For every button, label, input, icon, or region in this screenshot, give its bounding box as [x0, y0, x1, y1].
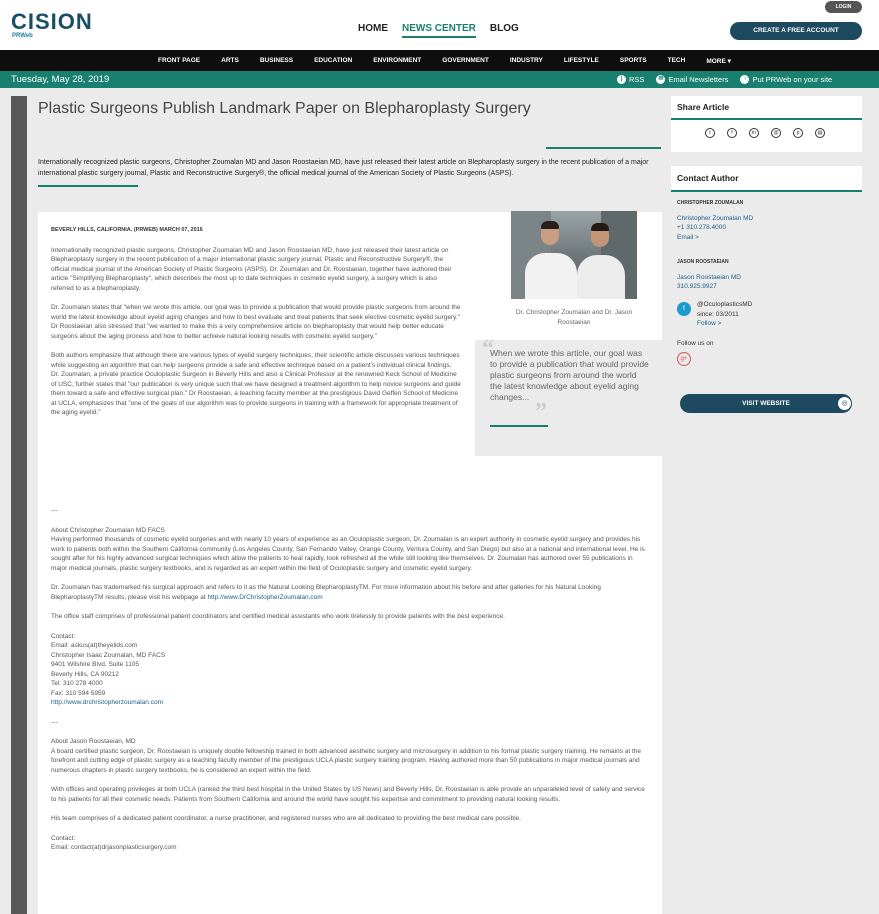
cision-logo[interactable]: CISION	[11, 9, 93, 34]
category-business[interactable]: BUSINESS	[259, 57, 294, 64]
author-roostaeian	[677, 258, 741, 292]
newsletters-label: Email Newsletters	[668, 75, 729, 84]
rss-icon: )	[617, 75, 626, 84]
category-education[interactable]: EDUCATION	[314, 57, 353, 64]
visit-website-button[interactable]: VISIT WEBSITE	[680, 394, 852, 413]
category-tech[interactable]: TECH	[667, 57, 686, 64]
main-nav	[358, 23, 519, 38]
category-more[interactable]: MORE ▾	[706, 57, 731, 65]
article-summary: Internationally recognized plastic surgeons, Christopher Zoumalan MD and Jason Roostaeian MD, have just released their latest article on Blepharoplasty surgery in the recent publication of a major international plastic surgery journal, Plastic and Reconstructive Surgery®, the official medical journal of the American Society of Plastic Surgeons (ASPS).	[38, 159, 649, 177]
twitter-icon[interactable]: t	[677, 302, 691, 316]
nav-blog[interactable]: BLOG	[489, 23, 519, 34]
author-roostaeian-name: JASON ROOSTAEIAN	[677, 259, 729, 265]
paragraph-1: Internationally recognized plastic surgeons, Christopher Zoumalan MD and Jason Roostaeian MD, have just released their latest article on Blepharoplasty surgery in the recent publication of a major international plastic surgery journal, Plastic and Reconstructive Surgery®, the official medical journal of the American Society of Plastic Surgeons (ASPS). Dr. Zoumalan and Dr. Roostaeian, together have authored their article "Simplifying Blepharoplasty", which describes the most up to date techniques in cosmetic eyelid surgery, a surgery which is also referred to as a blepharoplasty.	[51, 246, 452, 292]
close-quote-icon: ”	[535, 399, 547, 425]
prweb-logo-sub: PRWeb	[12, 33, 33, 39]
email-icon: ✉	[658, 76, 664, 82]
contact-author-panel	[671, 166, 862, 191]
separator-1: ---	[51, 507, 58, 514]
author-roostaeian-phone[interactable]: 310.925.9927	[677, 283, 717, 290]
globe-icon: ◎	[838, 397, 851, 410]
twitter-since: since: 03/2011	[697, 310, 739, 318]
rss-link[interactable]	[617, 75, 644, 84]
share-icons	[705, 128, 825, 138]
about-zoumalan-tm	[51, 583, 649, 602]
about-roostaeian-team: His team comprises of a dedicated patient coordinator, a nurse practitioner, and registered nurses who are all dedicated to providing the best medical care possible.	[51, 815, 522, 822]
category-environment[interactable]: ENVIRONMENT	[373, 57, 422, 64]
summary-divider	[38, 185, 138, 187]
linkedin-icon[interactable]: in	[749, 128, 759, 138]
upload-icon: ↑	[740, 75, 749, 84]
title-divider	[546, 147, 661, 149]
share-article-title: Share Article	[677, 102, 730, 112]
quote-divider	[490, 425, 548, 427]
about-zoumalan-tm-text: Dr. Zoumalan has trademarked his surgical approach and refers to it as the Natural Looking BlepharoplastyTM. For more information about his before and after galleries for his Natural Looking BlepharoplastyTM results, please visit his webpage at	[51, 584, 601, 601]
twitter-handle[interactable]: @OculoplasticsMD	[697, 301, 753, 308]
create-account-button[interactable]: CREATE A FREE ACCOUNT	[730, 22, 862, 40]
rss-label: RSS	[629, 75, 645, 84]
about-roostaeian-body: A board certified plastic surgeon, Dr. Roostaeian is uniquely double fellowship trained in both advanced aesthetic surgery and microsurgery in addition to his formal plastic surgery training. He remains at the forefront and cutting edge of plastic surgery as a teaching faculty member of the prestigious UCLA plastic surgery training program. Having authored more than 50 publications in major medical journals and numerous chapters in plastic surgery textbooks, he is considered an expert within the field.	[51, 747, 642, 774]
contact-zoumalan-text: Contact: Email: askus(at)theyelids.com Christopher Isaac Zoumalan, MD FACS 9401 Wilshire Blvd, Suite 1105 Beverly Hills, CA 90212 Tel: 310 278 4000 Fax: 310 594 5959	[51, 632, 166, 697]
top-header	[0, 0, 879, 50]
category-arts[interactable]: ARTS	[221, 57, 239, 64]
twitter-follow-link[interactable]: Follow >	[697, 320, 722, 327]
follow-us-label: Follow us on	[677, 340, 714, 347]
email-share-icon[interactable]: @	[771, 128, 781, 138]
category-lifestyle[interactable]: LIFESTYLE	[563, 57, 599, 64]
facebook-icon[interactable]: f	[727, 128, 737, 138]
nav-news-center[interactable]: NEWS CENTER	[402, 23, 476, 38]
author-zoumalan-link[interactable]: Christopher Zoumalan MD	[677, 214, 754, 222]
about-roostaeian-offices: With offices and operating privileges at both UCLA (ranked the third best hospital in the United States by US News) and Beverly Hills, Dr. Roostaeian is able provide an unparalleled level of safety and service to his patients for all their cosmetic needs. Patients from Southern California and around the world have sought his expertise and commitment to providing natural looking results.	[51, 786, 645, 803]
zoumalan-contact-link[interactable]: http://www.drchristopherzoumalan.com	[51, 699, 163, 706]
author-zoumalan-name: CHRISTOPHER ZOUMALAN	[677, 200, 744, 206]
print-icon[interactable]: ▤	[815, 128, 825, 138]
put-prweb-link[interactable]	[740, 75, 832, 84]
category-front-page[interactable]: FRONT PAGE	[158, 57, 201, 64]
contact-divider	[671, 190, 862, 192]
login-button[interactable]: LOGIN	[825, 1, 862, 13]
nav-home[interactable]: HOME	[358, 23, 388, 34]
author-zoumalan-phone[interactable]: +1 310.278.4000	[677, 224, 726, 231]
category-sports[interactable]: SPORTS	[619, 57, 647, 64]
category-industry[interactable]: INDUSTRY	[509, 57, 543, 64]
pull-quote: When we wrote this article, our goal was to provide a publication that would provide plastic surgeons from around the world the latest knowledge about eyelid aging changes...	[490, 348, 649, 402]
share-article-panel	[671, 96, 862, 152]
zoumalan-website-link[interactable]: http://www.DrChristopherZoumalan.com	[207, 593, 323, 601]
left-stripe	[11, 96, 27, 914]
date-bar	[0, 71, 879, 88]
put-prweb-label: Put PRWeb on your site	[752, 75, 833, 84]
article-body-bottom	[51, 506, 649, 863]
contact-zoumalan	[51, 632, 649, 708]
photo-caption: Dr. Christopher Zoumalan and Dr. Jason Roostaeian	[515, 309, 633, 326]
article-body-top	[51, 226, 461, 428]
about-roostaeian-heading: About Jason Roostaeian, MD	[51, 738, 136, 745]
twitter-info	[697, 300, 752, 329]
author-zoumalan-email[interactable]: Email >	[677, 233, 699, 241]
pinterest-icon[interactable]: p	[793, 128, 803, 138]
category-government[interactable]: GOVERNMENT	[442, 57, 489, 64]
about-zoumalan-staff: The office staff comprises of professional patient coordinators and certified medical assistants who work tirelessly to provide patients with the best experience.	[51, 613, 505, 620]
email-newsletters-link[interactable]	[656, 75, 728, 84]
contact-roostaeian: Contact: Email: contact(at)drjasonplasticsurgery.com	[51, 834, 177, 851]
open-quote-icon: “	[482, 336, 494, 362]
paragraph-2: Dr. Zoumalan states that "when we wrote this article, our goal was to provide a publication that would provide plastic surgeons from around the world the latest knowledge about eyelid aging changes and how to best evaluate and treat patients that seek elective cosmetic eyelid surgery." Dr Roostaeian also stressed that "we wanted to make this a very comprehensive article on blepharoplasty that would help better educate surgeons about the aging process and how to better achieve natural looking results with cosmetic eyelid surgery."	[51, 304, 461, 340]
twitter-icon[interactable]: t	[705, 128, 715, 138]
author-zoumalan	[677, 199, 753, 242]
article-title: Plastic Surgeons Publish Landmark Paper on Blepharoplasty Surgery	[38, 100, 531, 117]
separator-2: ---	[51, 718, 58, 726]
category-nav	[0, 50, 879, 71]
paragraph-3: Both authors emphasize that although there are various types of eyelid surgery techniques, their scientific article discusses various techniques while suggesting an algorithm that can help surgeons provide a safe and effective technique based on a patient's individual clinical findings. Dr. Zoumalan, a private practice Oculoplastic Surgeon in Beverly Hills and also a Clinical Professor at the renowned Keck School of Medicine of USC, further states that "our publication is very unique such that we have designed a treatment algorithm to help novice surgeons and guide them toward a safe and effective surgical plan." Dr Roostaeian, a teaching faculty member at the prestigious David Geffen School of Medicine at UCLA, emphasizes that "one of the goals of our algorithm was to provide surgeons in training with a framework for appropriate treatment of the aging eyelid."	[51, 352, 461, 416]
contact-author-title: Contact Author	[677, 173, 739, 183]
dateline: BEVERLY HILLS, CALIFORNIA. (PRWEB) MARCH 07, 2016	[51, 227, 203, 233]
google-plus-icon[interactable]: g+	[677, 352, 691, 366]
about-zoumalan-heading: About Christopher Zoumalan MD FACS	[51, 526, 165, 534]
author-roostaeian-link[interactable]: Jason Roostaeian MD	[677, 273, 741, 281]
about-zoumalan-body: Having performed thousands of cosmetic eyelid surgeries and with nearly 10 years of experience as an Oculoplastic surgeon, Dr. Zoumalan is an expert authority in cosmetic eyelid surgery and provides his work to patients both within the Southern California community (Los Angeles County, San Fernando Valley, Orange County, Ventura County, and San Diego) but also at a national and international level. He is sought after for his highly advanced surgical techniques which allow the patients to heal rapidly, look refreshed all the while still looking like themselves. Dr. Zoumalan has authored over 55 publications in major medical journals, plastic surgery textbooks, and is regarded as an expert within the field of Oculoplastic surgery and cosmetic eyelid surgery.	[51, 536, 645, 572]
doctors-photo[interactable]	[511, 211, 637, 299]
current-date: Tuesday, May 28, 2019	[11, 74, 110, 85]
share-divider	[671, 118, 862, 120]
